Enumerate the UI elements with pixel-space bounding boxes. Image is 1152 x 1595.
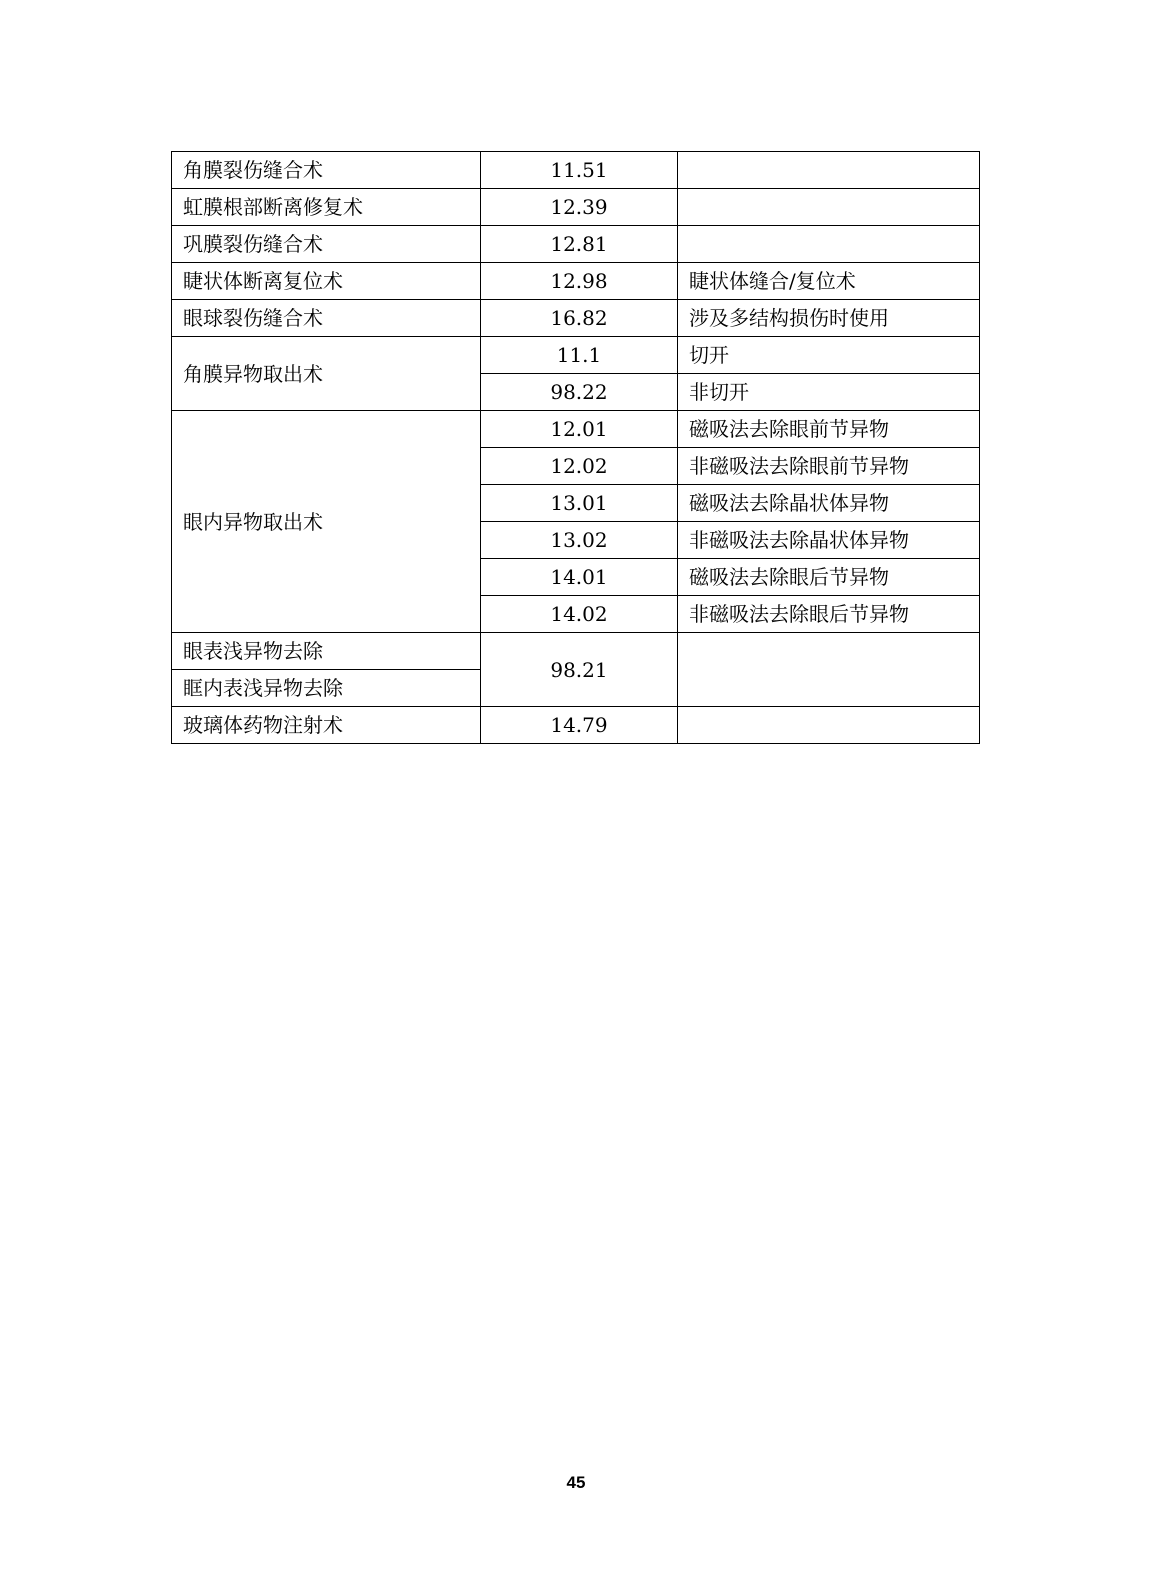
table-row xyxy=(172,411,980,448)
procedure-name-cell: 睫状体断离复位术 xyxy=(172,263,481,300)
procedure-note-cell xyxy=(678,707,980,744)
table-row xyxy=(172,226,980,263)
page-number: 45 xyxy=(566,1473,586,1492)
procedure-code-cell: 14.01 xyxy=(481,559,678,596)
procedure-note-cell: 磁吸法去除眼后节异物 xyxy=(678,559,980,596)
procedure-name-cell: 玻璃体药物注射术 xyxy=(172,707,481,744)
procedure-note-cell: 切开 xyxy=(678,337,980,374)
procedure-code-cell: 12.02 xyxy=(481,448,678,485)
procedure-name-cell: 巩膜裂伤缝合术 xyxy=(172,226,481,263)
procedure-name-cell: 角膜裂伤缝合术 xyxy=(172,152,481,189)
procedure-name-cell: 眼球裂伤缝合术 xyxy=(172,300,481,337)
procedure-note-cell: 非切开 xyxy=(678,374,980,411)
procedure-name-cell: 眼内异物取出术 xyxy=(172,411,481,633)
procedure-note-cell: 睫状体缝合/复位术 xyxy=(678,263,980,300)
procedure-code-cell: 13.01 xyxy=(481,485,678,522)
procedure-note-cell: 磁吸法去除眼前节异物 xyxy=(678,411,980,448)
procedure-code-cell: 12.01 xyxy=(481,411,678,448)
procedure-code-cell: 12.39 xyxy=(481,189,678,226)
table-row xyxy=(172,189,980,226)
procedure-code-cell: 14.79 xyxy=(481,707,678,744)
table-row xyxy=(172,300,980,337)
procedure-name-cell: 角膜异物取出术 xyxy=(172,337,481,411)
procedure-note-cell xyxy=(678,152,980,189)
procedure-note-cell: 非磁吸法去除眼前节异物 xyxy=(678,448,980,485)
table-row xyxy=(172,337,980,374)
procedure-note-cell xyxy=(678,633,980,707)
procedure-code-cell: 11.51 xyxy=(481,152,678,189)
procedure-code-cell: 12.98 xyxy=(481,263,678,300)
table-row xyxy=(172,633,980,670)
procedure-code-cell: 98.21 xyxy=(481,633,678,707)
procedure-code-cell: 11.1 xyxy=(481,337,678,374)
procedure-note-cell: 非磁吸法去除眼后节异物 xyxy=(678,596,980,633)
procedure-name-cell: 虹膜根部断离修复术 xyxy=(172,189,481,226)
procedure-code-cell: 12.81 xyxy=(481,226,678,263)
table-row xyxy=(172,707,980,744)
procedure-name-cell: 眼表浅异物去除 xyxy=(172,633,481,670)
procedure-code-cell: 16.82 xyxy=(481,300,678,337)
table-row xyxy=(172,263,980,300)
procedure-note-cell xyxy=(678,226,980,263)
procedure-note-cell: 非磁吸法去除晶状体异物 xyxy=(678,522,980,559)
procedure-name-cell: 眶内表浅异物去除 xyxy=(172,670,481,707)
procedure-note-cell xyxy=(678,189,980,226)
procedure-code-table xyxy=(171,151,980,744)
procedure-code-cell: 98.22 xyxy=(481,374,678,411)
table-row xyxy=(172,152,980,189)
procedure-note-cell: 涉及多结构损伤时使用 xyxy=(678,300,980,337)
procedure-code-cell: 14.02 xyxy=(481,596,678,633)
procedure-note-cell: 磁吸法去除晶状体异物 xyxy=(678,485,980,522)
procedure-code-cell: 13.02 xyxy=(481,522,678,559)
